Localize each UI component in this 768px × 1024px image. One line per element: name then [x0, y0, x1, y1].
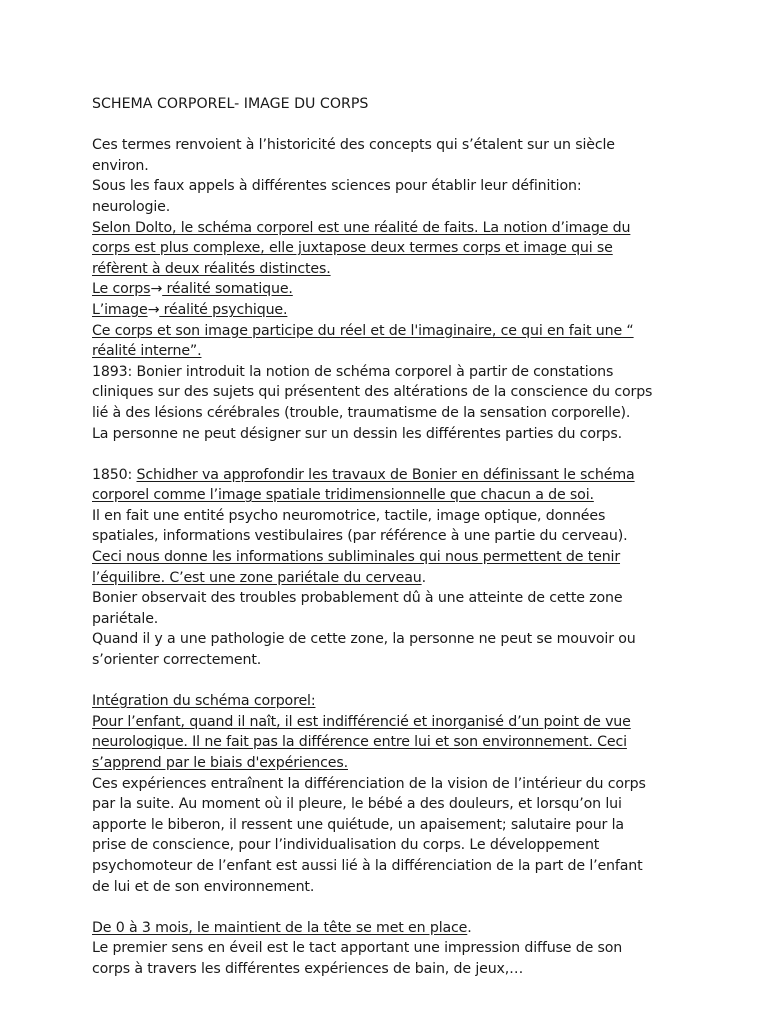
integration-heading: Intégration du schéma corporel:: [92, 693, 316, 710]
underlined-text: l’équilibre. C’est une zone pariétale du cerveau: [92, 569, 422, 586]
text-line: prise de conscience, pour l’individualisation du corps. Le développement: [92, 837, 600, 854]
blank-line: [92, 444, 682, 465]
text-line: Quand il y a une pathologie de cette zone, la personne ne peut se mouvoir ou: [92, 631, 636, 648]
text-line: environ.: [92, 157, 149, 174]
text-line: apporte le biberon, il ressent une quiétude, un apaisement; salutaire pour la: [92, 816, 624, 833]
arrow-icon: →: [147, 301, 160, 318]
corps-line: [92, 279, 682, 300]
schidher-line: [92, 465, 682, 486]
underlined-line: [92, 485, 682, 506]
period: .: [467, 919, 472, 936]
underlined-text: corporel comme l’image spatiale tridimensionnelle que chacun a de soi.: [92, 487, 594, 504]
bonier-line: [92, 362, 682, 383]
section-heading: [92, 691, 682, 712]
underlined-text: Ce corps et son image participe du réel et de l'imaginaire, ce qui en fait une “: [92, 322, 634, 339]
underlined-line: [92, 547, 682, 568]
underlined-text: réfèrent à deux réalités distinctes.: [92, 260, 331, 277]
year-1850: 1850:: [92, 466, 137, 483]
text-line: Sous les faux appels à différentes sciences pour établir leur définition:: [92, 178, 582, 195]
underlined-text: Schidher va approfondir les travaux de Bonier en définissant le schéma: [136, 466, 635, 483]
text-line: par la suite. Au moment où il pleure, le bébé a des douleurs, et lorsqu’on lui: [92, 796, 622, 813]
underlined-line: [92, 712, 682, 733]
image-label: L’image: [92, 301, 148, 318]
document-body: [92, 94, 682, 980]
underlined-line: [92, 238, 682, 259]
text-segment: : Bonier introduit la notion de schéma corporel à partir de constations: [127, 363, 614, 380]
underlined-line: [92, 259, 682, 280]
text-line: Ces expériences entraînent la différenciation de la vision de l’intérieur du corps: [92, 775, 646, 792]
underlined-text: corps est plus complexe, elle juxtapose deux termes corps et image qui se: [92, 240, 613, 257]
text-line: s’orienter correctement.: [92, 652, 262, 669]
image-value: réalité psychique.: [159, 301, 288, 318]
image-line: [92, 300, 682, 321]
text-line: spatiales, informations vestibulaires (par référence à une partie du cerveau).: [92, 528, 628, 545]
blank-line: [92, 897, 682, 918]
document-title: SCHEMA CORPOREL- IMAGE DU CORPS: [92, 96, 369, 112]
text-line: lié à des lésions cérébrales (trouble, traumatisme de la sensation corporelle).: [92, 404, 631, 421]
underlined-text: s’apprend par le biais d'expériences.: [92, 755, 348, 771]
text-line: corps à travers les différentes expériences de bain, de jeux,…: [92, 960, 524, 977]
period: .: [421, 569, 426, 586]
underlined-text: Ceci nous donne les informations subliminales qui nous permettent de tenir: [92, 549, 621, 566]
text-line: Le premier sens en éveil est le tact apportant une impression diffuse de son: [92, 940, 623, 957]
text-line: cliniques sur des sujets qui présentent des altérations de la conscience du corps: [92, 384, 653, 401]
underlined-line: [92, 568, 682, 589]
underlined-text: Pour l’enfant, quand il naît, il est indifférencié et inorganisé d’un point de vue: [92, 713, 631, 730]
underlined-text: Selon Dolto, le schéma corporel est une réalité de faits. La notion d’image du: [92, 219, 631, 236]
text-line: Ces termes renvoient à l’historicité des concepts qui s’étalent sur un siècle: [92, 137, 615, 154]
blank-line: [92, 671, 682, 692]
corps-value: réalité somatique.: [162, 281, 293, 298]
text-line: La personne ne peut désigner sur un dessin les différentes parties du corps.: [92, 425, 622, 442]
text-line: Bonier observait des troubles probablement dû à une atteinte de cette zone: [92, 590, 623, 607]
text-line: psychomoteur de l’enfant est aussi lié à la différenciation de la part de l’enfant: [92, 857, 643, 874]
corps-label: Le corps: [92, 281, 151, 298]
underlined-line: [92, 218, 682, 239]
underlined-line: [92, 321, 682, 342]
underlined-text: neurologique. Il ne fait pas la différence entre lui et son environnement. Ceci: [92, 734, 627, 751]
year-1893: 1893: [92, 363, 128, 380]
underlined-line: [92, 753, 682, 774]
underlined-line: [92, 341, 682, 362]
arrow-icon: →: [150, 281, 163, 298]
text-line: de lui et de son environnement.: [92, 878, 315, 895]
blank-line: [92, 115, 682, 136]
underlined-line: [92, 732, 682, 753]
text-line: neurologie.: [92, 198, 171, 215]
underlined-text: réalité interne”.: [92, 343, 202, 360]
mois-heading: De 0 à 3 mois, le maintient de la tête se met en place: [92, 919, 468, 936]
section-heading: [92, 918, 682, 939]
text-line: pariétale.: [92, 610, 159, 627]
text-line: Il en fait une entité psycho neuromotrice, tactile, image optique, données: [92, 507, 606, 524]
